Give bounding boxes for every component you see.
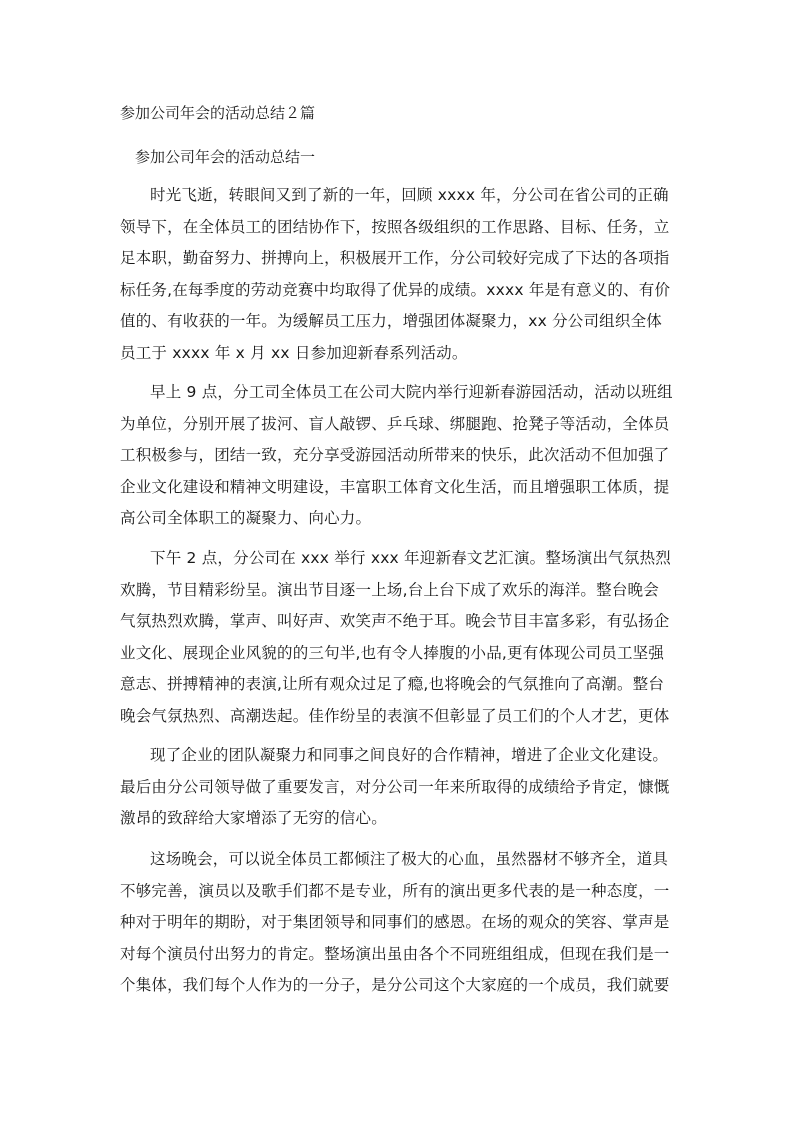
document-title: 参加公司年会的活动总结２篇 <box>120 104 316 122</box>
paragraph-line: 这场晚会，可以说全体员工都倾注了极大的心血，虽然器材不够齐全，道具 <box>150 850 669 868</box>
paragraph-line: 种对于明年的期盼，对于集团领导和同事们的感恩。在场的观众的笑容、掌声是 <box>120 913 670 931</box>
paragraph-line: 气氛热烈欢腾，掌声、叫好声、欢笑声不绝于耳。晚会节目丰富多彩，有弘扬企 <box>120 612 670 630</box>
section-title: 参加公司年会的活动总结一 <box>135 148 316 166</box>
paragraph-line: 工积极参与，团结一致，充分享受游园活动所带来的快乐，此次活动不但加强了 <box>120 446 670 464</box>
paragraph-line: 现了企业的团队凝聚力和同事之间良好的合作精神，增进了企业文化建设。 <box>150 746 669 764</box>
paragraph-line: 欢腾，节目精彩纷呈。演出节目逐一上场,台上台下成了欢乐的海洋。整台晚会 <box>120 580 659 599</box>
paragraph-line: 领导下，在全体员工的团结协作下，按照各级组织的工作思路、目标、任务，立 <box>120 217 670 236</box>
paragraph-line: 标任务,在每季度的劳动竞赛中均取得了优异的成绩。xxxx 年是有意义的、有价 <box>120 280 671 299</box>
paragraph-line: 员工于 xxxx 年 x 月 xx 日参加迎新春系列活动。 <box>120 343 468 362</box>
paragraph-line: 晚会气氛热烈、高潮迭起。佳作纷呈的表演不但彰显了员工们的个人才艺，更体 <box>120 706 670 725</box>
paragraph-line: 对每个演员付出努力的肯定。整场演出虽由各个不同班组组成，但现在我们是一 <box>120 944 670 963</box>
paragraph-line: 足本职，勤奋努力、拼搏向上，积极展开工作，分公司较好完成了下达的各项指 <box>120 249 670 267</box>
paragraph-line: 意志、拼搏精神的表演,让所有观众过足了瘾,也将晚会的气氛推向了高潮。整台 <box>120 675 665 693</box>
paragraph-line: 激昂的致辞给大家增添了无穷的信心。 <box>120 809 387 827</box>
paragraph-line: 业文化、展现企业风貌的的三句半,也有令人捧腹的小品,更有体现公司员工坚强 <box>120 643 665 662</box>
paragraph-line: 企业文化建设和精神文明建设，丰富职工体育文化生活，而且增强职工体质，提 <box>120 477 670 496</box>
paragraph-2 <box>120 377 690 535</box>
paragraph-line: 时光飞逝，转眼间又到了新的一年，回顾 xxxx 年，分公司在省公司的正确 <box>150 186 669 204</box>
paragraph-line: 高公司全体职工的凝聚力、向心力。 <box>120 509 372 527</box>
paragraph-4 <box>120 740 690 835</box>
paragraph-line: 值的、有收获的一年。为缓解员工压力，增强团体凝聚力，xx 分公司组织全体 <box>120 312 662 330</box>
paragraph-line: 下午 2 点，分公司在 xxx 举行 xxx 年迎新春文艺汇演。整场演出气氛热烈 <box>150 549 671 567</box>
paragraph-1 <box>120 180 690 369</box>
paragraph-line: 为单位，分别开展了拔河、盲人敲锣、乒乓球、绑腿跑、抢凳子等活动，全体员 <box>120 414 670 433</box>
paragraph-line: 早上 9 点，分工司全体员工在公司大院内举行迎新春游园活动，活动以班组 <box>150 383 673 401</box>
paragraph-line: 最后由分公司领导做了重要发言，对分公司一年来所取得的成绩给予肯定，慷慨 <box>120 777 670 796</box>
paragraph-5 <box>120 844 690 1002</box>
paragraph-line: 不够完善，演员以及歌手们都不是专业，所有的演出更多代表的是一种态度，一 <box>120 881 670 900</box>
paragraph-line: 个集体，我们每个人作为的一分子，是分公司这个大家庭的一个成员，我们就要 <box>120 976 670 994</box>
paragraph-3 <box>120 543 690 732</box>
